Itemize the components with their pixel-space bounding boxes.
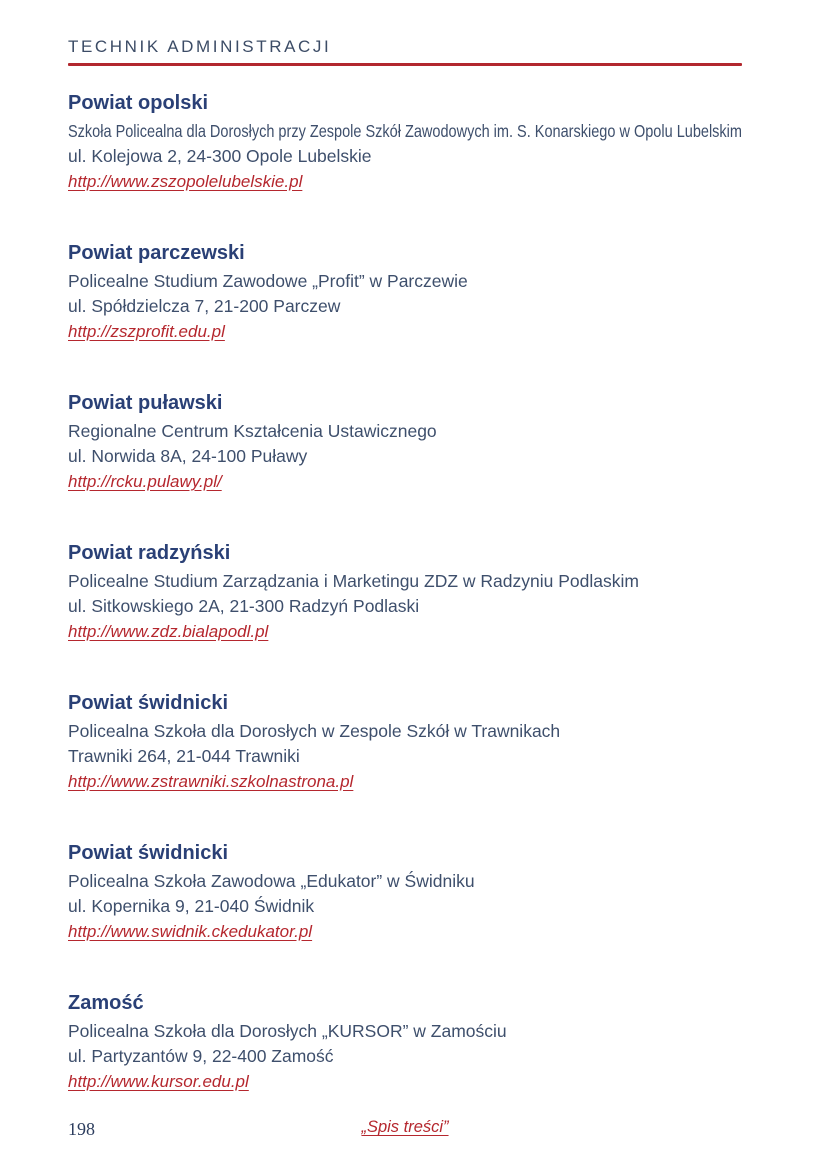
school-website-link[interactable]: http://www.kursor.edu.pl	[68, 1072, 249, 1091]
school-website-link[interactable]: http://www.swidnik.ckedukator.pl	[68, 922, 313, 941]
region-heading: Powiat świdnicki	[68, 692, 229, 714]
document-page	[68, 0, 742, 1174]
toc-link[interactable]: „Spis treści”	[361, 1118, 449, 1136]
page-footer	[68, 1118, 742, 1137]
school-name: Policealna Szkoła dla Dorosłych w Zespole Szkół w Trawnikach	[68, 721, 561, 741]
page-header	[68, 36, 742, 66]
school-list	[68, 91, 742, 1094]
school-entry-parczewski	[68, 241, 742, 344]
region-heading: Powiat radzyński	[68, 542, 231, 564]
school-entry-swidnicki-2	[68, 841, 742, 944]
region-heading: Powiat parczewski	[68, 242, 245, 264]
school-website-link[interactable]: http://www.zstrawniki.szkolnastrona.pl	[68, 772, 354, 791]
region-heading: Powiat opolski	[68, 92, 209, 114]
school-address: ul. Spółdzielcza 7, 21-200 Parczew	[68, 296, 341, 316]
page-number: 198	[68, 1119, 95, 1139]
school-website-link[interactable]: http://rcku.pulawy.pl/	[68, 472, 222, 491]
header-divider	[68, 63, 742, 66]
school-address: ul. Sitkowskiego 2A, 21-300 Radzyń Podlaski	[68, 596, 420, 616]
school-name: Policealna Szkoła dla Dorosłych „KURSOR” w Zamościu	[68, 1021, 507, 1041]
school-entry-pulawski	[68, 391, 742, 494]
school-address: ul. Norwida 8A, 24-100 Puławy	[68, 446, 308, 466]
school-name: Regionalne Centrum Kształcenia Ustawicznego	[68, 421, 437, 441]
school-address: Trawniki 264, 21-044 Trawniki	[68, 746, 300, 766]
page-title: TECHNIK ADMINISTRACJI	[68, 37, 332, 56]
school-name: Policealne Studium Zarządzania i Marketingu ZDZ w Radzyniu Podlaskim	[68, 571, 639, 591]
school-website-link[interactable]: http://zszprofit.edu.pl	[68, 322, 225, 341]
school-name: Policealna Szkoła Zawodowa „Edukator” w Świdniku	[68, 871, 475, 891]
region-heading: Powiat puławski	[68, 392, 223, 414]
school-name: Policealne Studium Zawodowe „Profit” w Parczewie	[68, 271, 468, 291]
region-heading: Powiat świdnicki	[68, 842, 229, 864]
school-entry-opolski	[68, 91, 742, 194]
region-heading: Zamość	[68, 992, 144, 1014]
school-website-link[interactable]: http://www.zdz.bialapodl.pl	[68, 622, 269, 641]
school-name: Szkoła Policealna dla Dorosłych przy Zespole Szkół Zawodowych im. S. Konarskiego w Opolu Lubelskim	[68, 121, 742, 141]
school-entry-zamosc	[68, 991, 742, 1094]
school-address: ul. Kolejowa 2, 24-300 Opole Lubelskie	[68, 146, 372, 166]
school-address: ul. Partyzantów 9, 22-400 Zamość	[68, 1046, 334, 1066]
school-entry-radzynski	[68, 541, 742, 644]
school-entry-swidnicki-1	[68, 691, 742, 794]
school-website-link[interactable]: http://www.zszopolelubelskie.pl	[68, 172, 303, 191]
school-address: ul. Kopernika 9, 21-040 Świdnik	[68, 896, 315, 916]
